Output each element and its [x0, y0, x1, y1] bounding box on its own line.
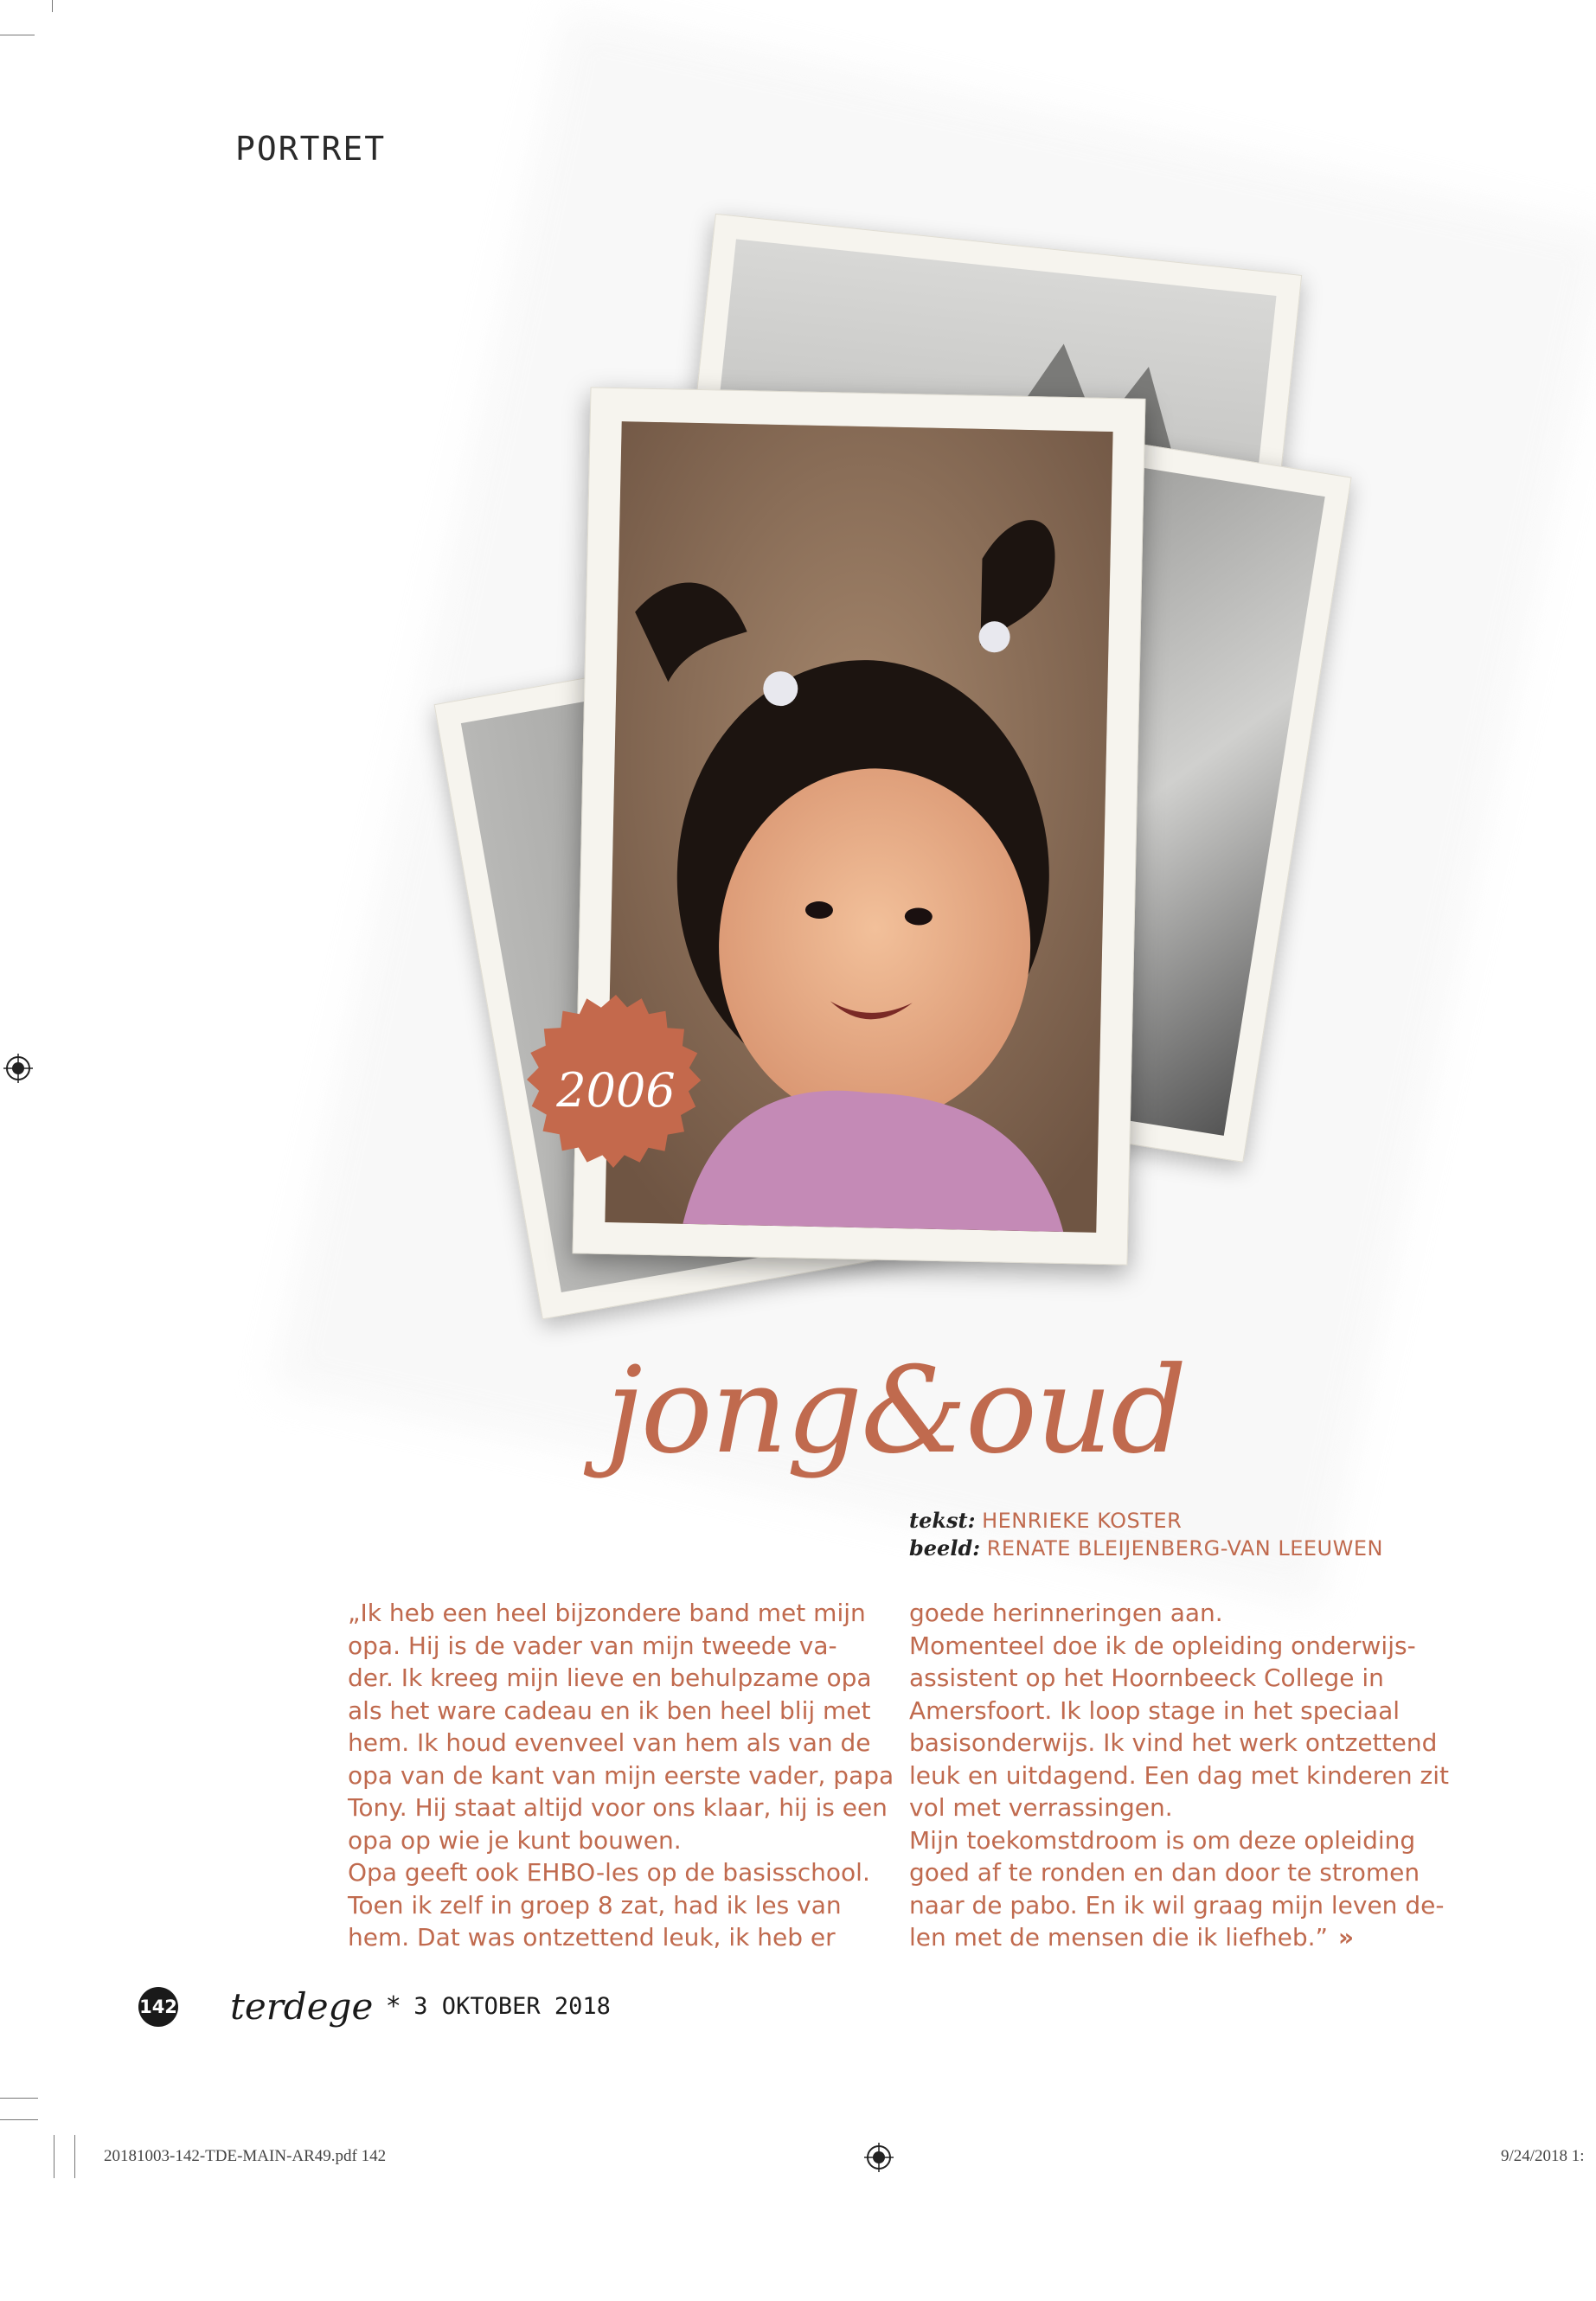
body-line: Amersfoort. Ik loop stage in het speciaal: [909, 1695, 1401, 1725]
body-line: hem. Ik houd evenveel van hem als van de: [348, 1728, 871, 1757]
credit-text-label: tekst:: [909, 1508, 976, 1533]
crop-mark: [0, 2119, 38, 2120]
print-slug-date: 9/24/2018 1:: [1501, 2147, 1585, 2165]
credit-image-label: beeld:: [909, 1535, 981, 1561]
magazine-brand: terdege: [230, 1985, 374, 2028]
body-line: Tony. Hij staat altijd voor ons klaar, hij is een: [348, 1793, 888, 1822]
body-line: der. Ik kreeg mijn lieve en behulpzame opa: [348, 1663, 872, 1692]
page-number: 142: [138, 1987, 178, 2027]
body-column-right: [909, 1597, 1450, 1954]
credit-image-value: RENATE BLEIJENBERG-VAN LEEUWEN: [986, 1536, 1383, 1561]
body-line: opa. Hij is de vader van mijn tweede va-: [348, 1631, 837, 1660]
body-line: goede herinneringen aan.: [909, 1599, 1223, 1627]
body-line: vol met verrassingen.: [909, 1793, 1173, 1822]
body-line: Mijn toekomstdroom is om deze opleiding: [909, 1825, 1416, 1855]
body-line: Opa geeft ook EHBO-les op de basisschool.: [348, 1858, 870, 1887]
body-line: opa op wie je kunt bouwen.: [348, 1825, 682, 1855]
body-line-last: len met de mensen die ik liefheb.”: [909, 1923, 1329, 1952]
more-arrow-icon: »: [1338, 1923, 1351, 1952]
body-column-left: [348, 1597, 894, 1954]
body-line: basisonderwijs. Ik vind het werk ontzettend: [909, 1728, 1438, 1757]
body-line: naar de pabo. En ik wil graag mijn leven de-: [909, 1890, 1445, 1920]
body-line: hem. Dat was ontzettend leuk, ik heb er: [348, 1923, 836, 1952]
registration-mark-icon: [3, 1054, 33, 1083]
page-footer: [138, 1985, 611, 2028]
body-line: opa van de kant van mijn eerste vader, papa: [348, 1760, 894, 1790]
credits: [909, 1507, 1383, 1562]
issue-date: 3 OKTOBER 2018: [413, 1993, 611, 2020]
registration-mark-icon: [864, 2143, 894, 2172]
section-label: PORTRET: [235, 130, 387, 168]
crop-mark: [52, 0, 53, 12]
body-line: als het ware cadeau en ik ben heel blij met: [348, 1695, 871, 1725]
body-line: leuk en uitdagend. Een dag met kinderen zit: [909, 1760, 1450, 1790]
body-line: „Ik heb een heel bijzondere band met mijn: [348, 1599, 866, 1627]
body-line: Toen ik zelf in groep 8 zat, had ik les van: [348, 1890, 842, 1920]
crop-mark: [74, 2135, 75, 2178]
year-stamp: [512, 986, 720, 1194]
print-slug-file: 20181003-142-TDE-MAIN-AR49.pdf 142: [104, 2147, 387, 2165]
body-line: Momenteel doe ik de opleiding onderwijs-: [909, 1631, 1416, 1660]
crop-mark: [0, 2098, 38, 2099]
article-title: jong&oud: [606, 1341, 1186, 1480]
separator-star: *: [387, 1991, 401, 2022]
body-line: goed af te ronden en dan door te stromen: [909, 1858, 1420, 1887]
credit-text-value: HENRIEKE KOSTER: [982, 1509, 1183, 1533]
stamp-year: 2006: [556, 1062, 676, 1118]
body-line: assistent op het Hoornbeeck College in: [909, 1663, 1384, 1692]
